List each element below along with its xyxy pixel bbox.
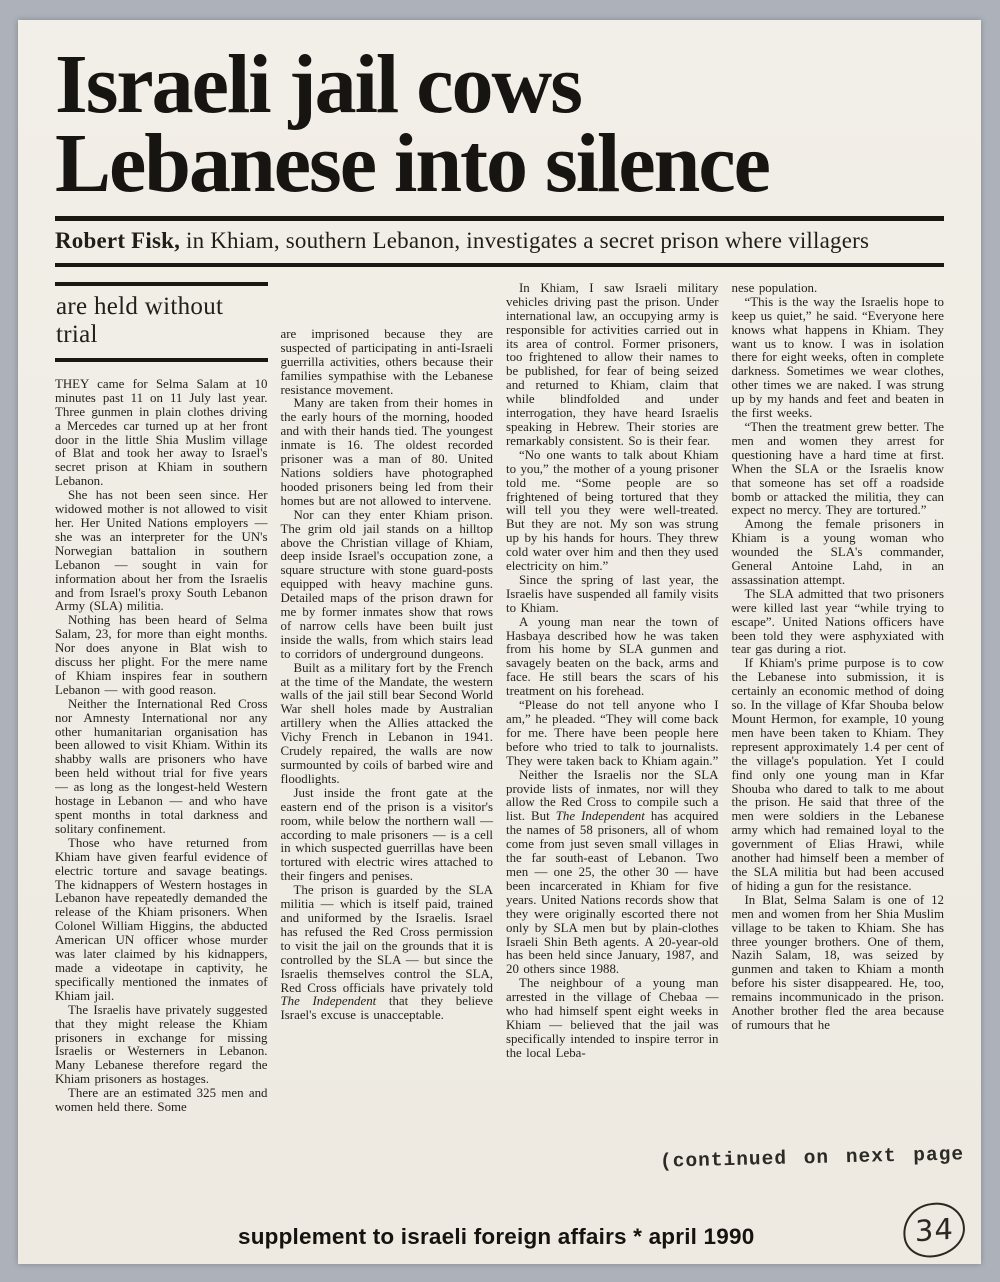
headline-line-2: Lebanese into silence xyxy=(55,116,769,210)
column-4-text xyxy=(732,282,945,1033)
paragraph: Neither the Israelis nor the SLA provide lists of inmates, nor will they allow the Red Cross to compile such a list. But The Independent has acquired the names of 58 prisoners, all of whom come from just seven small villages in the far south-east of Lebanon. Two men — one 25, the other 30 — have been incarcerated in Khiam for five years. United Nations records show that they were originally escorted there not only by SLA men but by plain-clothes Israeli Shin Beth agents. A 20-year-old has been held since January, 1987, and 20 others since 1988. xyxy=(506,767,719,977)
column-3 xyxy=(506,282,719,1188)
column-2 xyxy=(281,282,494,1188)
column-1 xyxy=(55,282,268,1188)
paragraph: The prison is guarded by the SLA militia — which is itself paid, trained and uniformed by the Israelis. Israel has refused the Red Cross permission to visit the jail on the grounds that it is controlled by the SLA — but since the Israelis themselves control the SLA, Red Cross officials have privately told The Independent that they believe Israel's excuse is unacceptable. xyxy=(280,883,493,1023)
paragraph: In Blat, Selma Salam is one of 12 men and women from her Shia Muslim village to be taken to Khiam. She has three younger brothers. One of them, Nazih Salam, 18, was seized by gunmen and taken to Khiam a month before his sister disappeared. He, too, remains incommunicado in the prison. Another brother fled the area because of rumours that he xyxy=(731,892,944,1032)
paragraph: “Then the treatment grew better. The men and women they arrest for questioning have a hard time at first. When the SLA or the Israelis know that someone has set off a roadside bomb or attacked the militia, they can expect no mercy. They are tortured.” xyxy=(731,419,944,518)
paragraph: Nothing has been heard of Selma Salam, 23, for more than eight months. Nor does anyone in Blat wish to discuss her plight. For the mere name of Khiam inspires fear in southern Lebanon — with good reason. xyxy=(55,613,268,697)
headline-line-1: Israeli jail cows xyxy=(55,38,581,131)
paragraph: The Israelis have privately suggested that they might release the Khiam prisoners in exchange for missing Israelis or Westerners in Lebanon. Many Lebanese therefore regard the Khiam prisoners as hostages. xyxy=(55,1002,268,1087)
footer-caption: supplement to israeli foreign affairs * april 1990 xyxy=(238,1224,755,1249)
column-3-text xyxy=(506,282,719,1061)
subhead-block xyxy=(55,282,268,362)
paragraph: The SLA admitted that two prisoners were killed last year “while trying to escape”. United Nations officers have been told they were asphyxiated with tear gas during a riot. xyxy=(731,586,944,657)
paragraph: Those who have returned from Khiam have given fearful evidence of electric torture and savage beatings. The kidnappers of Western hostages in Lebanon have repeatedly demanded the release of the Khiam prisoners. When Colonel William Higgins, the abducted American UN officer whose murder was later claimed by his kidnappers, made a videotape in captivity, he specifically mentioned the inmates of Khiam jail. xyxy=(55,835,268,1003)
column-4 xyxy=(732,282,945,1188)
paragraph: She has not been seen since. Her widowed mother is not allowed to visit her. Her United Nations employers — she was an interpreter for the UN's Norwegian battalion in southern Lebanon — sought in vain for information about her from the Israelis and from Israel's proxy South Lebanon Army (SLA) militia. xyxy=(55,488,268,614)
paragraph: are imprisoned because they are suspected of participating in anti-Israeli guerrilla activities, others because their families sympathise with the Lebanese resistance movement. xyxy=(280,326,493,397)
page-number: 34 xyxy=(914,1211,954,1249)
newspaper-page xyxy=(18,20,981,1264)
paragraph: Since the spring of last year, the Israelis have suspended all family visits to Khiam. xyxy=(506,572,719,615)
paragraph: “No one wants to talk about Khiam to you,” the mother of a young prisoner told me. “Some people are so frightened of being tortured that they will tell you they were well-treated. But they are not. My son was strung up by his hands for hours. They threw cold water over him and then they used electricity on him.” xyxy=(506,447,719,574)
paragraph: THEY came for Selma Salam at 10 minutes past 11 on 11 July last year. Three gunmen in plain clothes driving a Mercedes car turned up at her front door in the little Shia Muslim village of Blat and took her away to Israel's secret prison at Khiam in southern Lebanon. xyxy=(55,376,268,489)
subhead-bottom-rule xyxy=(55,358,268,362)
article-columns xyxy=(55,282,944,1188)
paragraph: The neighbour of a young man arrested in the village of Chebaa — who had himself spent eight weeks in Khiam — believed that the jail was specifically intended to inspire terror in the local Leba- xyxy=(506,976,719,1060)
byline xyxy=(55,221,944,263)
paragraph: In Khiam, I saw Israeli military vehicles driving past the prison. Under international law, an occupying army is responsible for activities carried out in its area of control. Former prisoners, too frightened to allow their names to be published, for fear of being seized and returned to Khiam, claim that while blindfolded and under interrogation, they have heard Israelis speaking in Hebrew. Their stories are remarkably consistent. So is their fear. xyxy=(506,281,719,448)
page-number-circle xyxy=(900,1199,968,1260)
subhead: are held without trial xyxy=(56,292,224,348)
paragraph: Nor can they enter Khiam prison. The grim old jail stands on a hilltop above the Christian village of Khiam, deep inside Israel's occupation zone, a square structure with stone guard-posts equipped with heavy machine guns. Detailed maps of the prison drawn for me by former inmates show that rows of narrow cells have been built just inside the walls, from which stairs lead to corridors of underground dungeons. xyxy=(280,507,493,661)
paragraph: There are an estimated 325 men and women held there. Some xyxy=(55,1086,268,1115)
paragraph: Among the female prisoners in Khiam is a young woman who wounded the SLA's commander, General Antoine Lahd, in an assassination attempt. xyxy=(731,517,944,587)
byline-text: in Khiam, southern Lebanon, investigates a secret prison where villagers xyxy=(180,227,870,253)
paragraph: “This is the way the Israelis hope to keep us quiet,” he said. “Everyone here knows what happens in Khiam. They want us to know. I was in isolation there for eight weeks, often in complete darkness. Sometimes we wear clothes, other times we are naked. I was strung up by my hands and feet and beaten in the first weeks. xyxy=(731,294,944,421)
column-1-text xyxy=(55,378,268,1115)
paragraph: Many are taken from their homes in the early hours of the morning, hooded and with their hands tied. The youngest inmate is 16. The oldest recorded prisoner was a man of 80. United Nations soldiers have photographed hooded prisoners being led from their homes but are not allowed to intervene. xyxy=(280,396,493,508)
paragraph: Built as a military fort by the French at the time of the Mandate, the western walls of the jail still bear Second World War shell holes made by Australian artillery when the Allies attacked the Vichy French in Lebanon in 1941. Crudely repaired, the walls are now surmounted by coils of barbed wire and floodlights. xyxy=(280,660,493,786)
continued-note: (continued on next page xyxy=(659,1143,965,1173)
paragraph: Just inside the front gate at the eastern end of the prison is a visitor's room, while below the northern wall — according to male prisoners — is a cell in which suspected guerrillas have been tortured with electric wires attached to their fingers and penises. xyxy=(280,785,493,884)
headline xyxy=(55,38,944,210)
paragraph: Neither the International Red Cross nor Amnesty International nor any other humanitarian organisation has been allowed to visit Khiam. Within its shabby walls are prisoners who have been held without trial for five years — as long as the longest-held Western hostage in Lebanon — and who have spent months in total darkness and solitary confinement. xyxy=(55,696,268,836)
divider-under-byline xyxy=(55,263,944,267)
paragraph: “Please do not tell anyone who I am,” he pleaded. “They will come back for me. There have been people here before who tried to talk to journalists. They were taken back to Khiam again.” xyxy=(506,698,719,768)
byline-author: Robert Fisk, xyxy=(55,227,181,253)
paragraph: If Khiam's prime purpose is to cow the Lebanese into submission, it is certainly an economic method of doing so. In the village of Kfar Shouba below Mount Hermon, for example, 10 young men have been taken to Khiam. They represent approximately 1.4 per cent of the village's population. Yet I could find only one young man in Kfar Shouba who dared to talk to me about the prison. He said that three of the men were soldiers in the Lebanese army which had remained loyal to the government of Elias Hrawi, while another had himself been a member of the SLA militia but had been accused of hiding a gun for the resistance. xyxy=(731,656,944,893)
column-2-text xyxy=(281,282,494,1023)
paragraph: A young man near the town of Hasbaya described how he was taken from his home by SLA gunmen and savagely beaten on the back, arms and face. He still bears the scars of his treatment on his forehead. xyxy=(506,614,719,699)
paragraph: nese population. xyxy=(731,281,818,295)
